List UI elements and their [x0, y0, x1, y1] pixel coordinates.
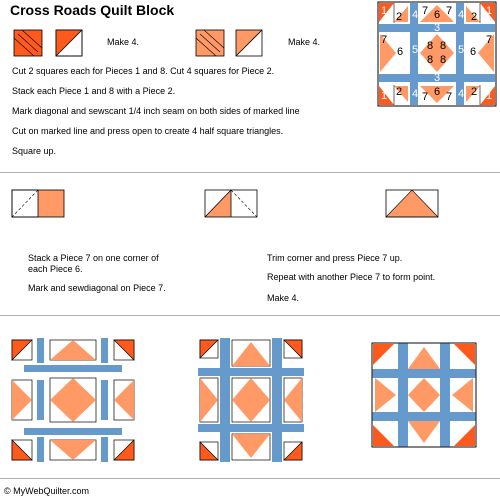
block-label: 4 [412, 9, 419, 21]
block-label: 1 [381, 90, 388, 102]
block-label: 8 [440, 54, 447, 66]
block-label: 8 [427, 40, 434, 52]
flying-goose-diagram [386, 190, 438, 217]
instruction-line: Cut on marked line and press open to create 4 half square triangles. [12, 126, 284, 136]
block-label: 8 [440, 40, 447, 52]
block-label: 6 [434, 86, 441, 98]
make-count-right: Make 4. [288, 37, 321, 47]
block-label: 7 [422, 5, 429, 17]
block-label: 7 [446, 5, 453, 17]
block-label: 2 [396, 86, 403, 98]
hst-orange-icon [56, 30, 82, 56]
instruction-line: Make 4. [267, 293, 300, 303]
block-label: 7 [446, 91, 453, 103]
block-label: 1 [486, 5, 493, 17]
block-label: 7 [381, 34, 388, 46]
block-label: 1 [381, 5, 388, 17]
page-title: Cross Roads Quilt Block [10, 2, 175, 18]
section-divider [0, 315, 500, 316]
instruction-line: Trim corner and press Piece 7 up. [267, 253, 403, 263]
section-divider [0, 172, 500, 173]
instruction-line: Square up. [12, 146, 57, 156]
trim-corner-diagram [205, 190, 257, 217]
block-label: 1 [486, 90, 493, 102]
block-label: 5 [458, 44, 465, 56]
hst-stacked-orange-icon [14, 30, 42, 56]
block-label: 4 [458, 9, 465, 21]
completed-block-diagram [372, 343, 476, 447]
block-label: 4 [412, 88, 419, 100]
instruction-line: Mark and sewdiagonal on Piece 7. [28, 283, 166, 293]
instruction-line: Cut 2 squares each for Pieces 1 and 8. Cut 4 squares for Piece 2. [12, 66, 275, 76]
footer-copyright: © MyWebQuilter.com [4, 486, 89, 496]
hst-salmon-icon [236, 30, 262, 56]
block-label: 6 [397, 46, 404, 58]
block-label: 7 [422, 91, 429, 103]
block-label: 5 [412, 44, 419, 56]
block-label: 6 [470, 46, 477, 58]
block-label: 6 [434, 9, 441, 21]
block-label: 8 [427, 54, 434, 66]
instruction-line: Stack each Piece 1 and 8 with a Piece 2. [12, 86, 176, 96]
make-count-left: Make 4. [107, 37, 140, 47]
hst-stacked-salmon-icon [196, 30, 224, 56]
block-label: 3 [434, 72, 441, 84]
block-label: 2 [471, 11, 478, 23]
block-label: 4 [458, 88, 465, 100]
block-label: 3 [434, 22, 441, 34]
joined-rows-diagram [198, 338, 304, 462]
exploded-layout-diagram [10, 338, 136, 462]
instruction-line: Mark diagonal and sewscant 1/4 inch seam on both sides of marked line [12, 106, 300, 116]
instruction-line: each Piece 6. [28, 264, 83, 274]
instruction-line: Repeat with another Piece 7 to form point. [267, 272, 436, 282]
block-label: 7 [486, 34, 493, 46]
block-label: 2 [471, 86, 478, 98]
stack-piece7-diagram [12, 190, 64, 217]
section-divider [0, 478, 500, 479]
instruction-line: Stack a Piece 7 on one corner of [28, 253, 159, 263]
block-label: 2 [396, 11, 403, 23]
